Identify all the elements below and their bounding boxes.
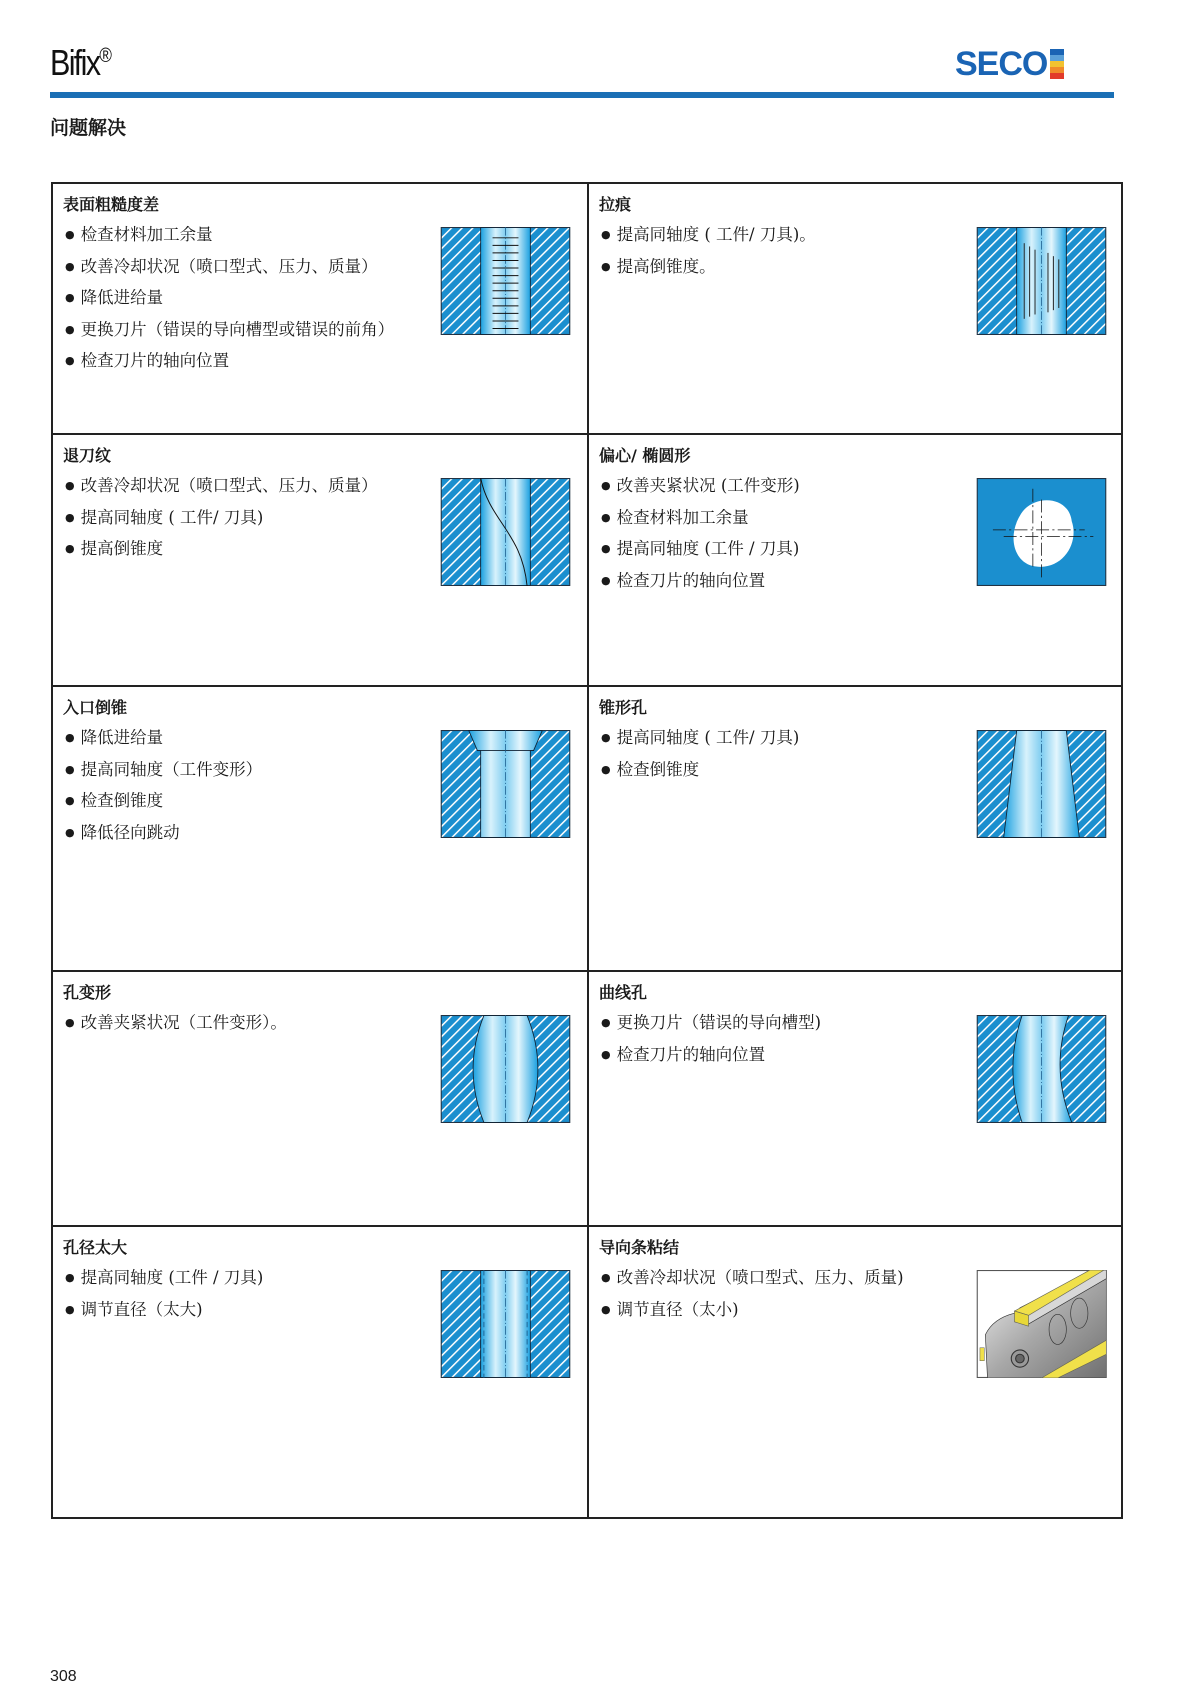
problem-title: 导向条粘结 [599,1238,680,1257]
brand-title [50,42,112,84]
solution-item: ● 检查材料加工余量 [65,224,394,256]
problem-cell [53,687,587,970]
problem-cell [53,184,587,433]
problem-cell [53,972,587,1225]
problem-title: 偏心/ 椭圆形 [599,446,691,465]
solution-item: ● 改善夹紧状况（工件变形）。 [65,1012,287,1044]
solution-item: ● 改善冷却状况（喷口型式、压力、质量） [65,475,378,507]
problem-cell [587,687,1121,970]
seco-logo [955,47,1064,81]
table-row [53,1225,1121,1517]
solution-list [601,727,799,790]
solution-item: ● 检查材料加工余量 [601,507,800,539]
solution-item: ● 提高倒锥度 [65,538,378,570]
logo-text: SECO [955,45,1048,83]
solution-list [65,475,378,570]
solution-list [601,475,800,601]
page-number: 308 [50,1668,77,1685]
spiral-mark-hole-icon [440,478,571,586]
solution-item: ● 更换刀片（错误的导向槽型或错误的前角） [65,319,394,351]
solution-list [601,224,816,287]
solution-list [65,1012,287,1044]
solution-item: ● 提高同轴度 ( 工件/ 刀具) [65,507,378,539]
table-row [53,184,1121,433]
solution-item: ● 降低进给量 [65,287,394,319]
logo-color-bars [1050,49,1064,79]
solution-item: ● 调节直径（太大) [65,1299,263,1331]
solution-item: ● 提高同轴度 ( 工件/ 刀具)。 [601,224,816,256]
solution-item: ● 检查倒锥度 [601,759,799,791]
registered-mark: ® [99,45,112,67]
problem-title: 锥形孔 [599,698,648,717]
solution-list [65,224,394,382]
solution-item: ● 降低径向跳动 [65,822,262,854]
solution-item: ● 提高同轴度（工件变形） [65,759,262,791]
solution-item: ● 改善夹紧状况 (工件变形) [601,475,800,507]
oval-hole-icon [976,478,1107,586]
solution-item: ● 提高同轴度 (工件 / 刀具) [601,538,800,570]
problem-title: 曲线孔 [599,983,648,1002]
header-rule [50,92,1114,98]
solution-item: ● 检查刀片的轴向位置 [65,350,394,382]
problem-cell [587,972,1121,1225]
problem-title: 入口倒锥 [63,698,128,717]
brand-name: Bifix [50,42,100,83]
rough-surface-hole-icon [440,227,571,335]
barrel-hole-icon [440,1015,571,1123]
table-row [53,685,1121,970]
oversize-hole-icon [440,1270,571,1378]
problem-title: 退刀纹 [63,446,112,465]
solution-list [601,1267,904,1330]
solution-list [65,1267,263,1330]
problem-title: 孔变形 [63,983,112,1002]
solution-item: ● 更换刀片（错误的导向槽型) [601,1012,821,1044]
problem-cell [53,435,587,685]
guide-pad-tool-icon [976,1270,1107,1378]
solution-item: ● 改善冷却状况（喷口型式、压力、质量) [601,1267,904,1299]
solution-item: ● 改善冷却状况（喷口型式、压力、质量） [65,256,394,288]
section-title: 问题解决 [50,117,127,139]
problem-title: 孔径太大 [63,1238,128,1257]
solution-item: ● 检查倒锥度 [65,790,262,822]
scratched-hole-icon [976,227,1107,335]
tapered-hole-icon [976,730,1107,838]
problem-cell [587,184,1121,433]
problem-cell [53,1227,587,1517]
solution-item: ● 降低进给量 [65,727,262,759]
solution-item: ● 提高同轴度 (工件 / 刀具) [65,1267,263,1299]
troubleshooting-table [51,182,1123,1519]
table-row [53,433,1121,685]
problem-cell [587,435,1121,685]
solution-list [65,727,262,853]
curved-hole-icon [976,1015,1107,1123]
solution-item: ● 调节直径（太小) [601,1299,904,1331]
solution-item: ● 提高同轴度 ( 工件/ 刀具) [601,727,799,759]
solution-list [601,1012,821,1075]
problem-title: 拉痕 [599,195,632,214]
solution-item: ● 检查刀片的轴向位置 [601,570,800,602]
entry-taper-hole-icon [440,730,571,838]
problem-cell [587,1227,1121,1517]
solution-item: ● 检查刀片的轴向位置 [601,1044,821,1076]
table-row [53,970,1121,1225]
problem-title: 表面粗糙度差 [63,195,160,214]
solution-item: ● 提高倒锥度。 [601,256,816,288]
logo-bar [1050,73,1064,79]
